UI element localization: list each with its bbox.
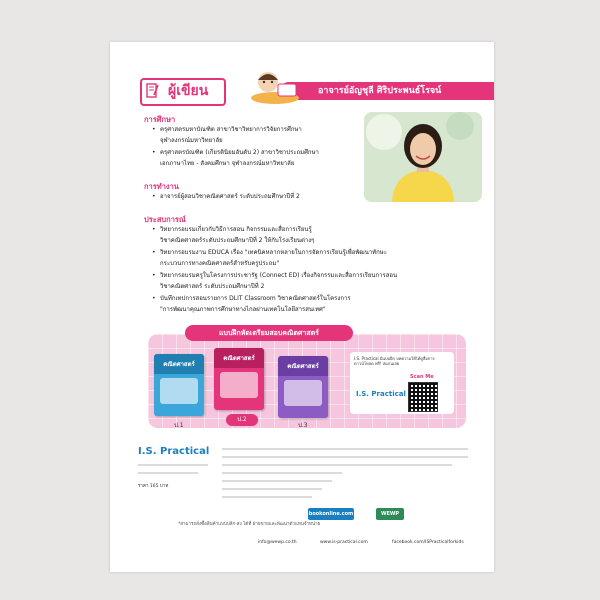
bookonline-badge[interactable]: bookonline.com <box>308 508 354 520</box>
book-cover-grade2 <box>214 348 264 410</box>
section-label-box <box>140 78 226 106</box>
wewp-badge[interactable]: WEWP <box>376 508 404 520</box>
work-heading: การทำงาน <box>144 182 179 191</box>
email-link[interactable]: info@wewp.co.th <box>258 540 297 545</box>
experience-item-4-line1: • บันทึกเทปการสอนรายการ DLIT Classroom วิชาคณิตศาสตร์ในโครงการ <box>160 294 351 305</box>
book-title: คณิตศาสตร์ <box>287 363 319 370</box>
cartoon-kid-illustration <box>248 66 302 106</box>
book-art <box>284 380 322 406</box>
footer-text-line <box>222 456 468 458</box>
footer-text-line <box>222 488 322 490</box>
education-item-1-line2: จุฬาลงกรณ์มหาวิทยาลัย <box>160 137 223 144</box>
book-pen-icon <box>146 83 160 99</box>
experience-item-1-line2: วิชาคณิตศาสตร์ระดับประถมศึกษาปีที่ 2 ให้กับโรงเรียนต่างๆ <box>160 237 315 244</box>
experience-item-3-line2: วิชาคณิตศาสตร์ ระดับประถมศึกษาปีที่ 2 <box>160 283 265 290</box>
book-back-cover <box>110 42 494 572</box>
publisher-logo: I.S. Practical <box>138 446 210 457</box>
education-item-2-line1: • ครุศาสตรบัณฑิต (เกียรตินิยมอันดับ 2) สาขาวิชาประถมศึกษา <box>160 148 319 159</box>
qr-cta: Scan Me <box>410 374 434 380</box>
experience-item-3-line1: • วิทยากรอบรมครูในโครงการประชารัฐ (Connect ED) เรื่องกิจกรรมและสื่อการเรียนการสอน <box>160 271 397 282</box>
experience-item-1-line1: • วิทยากรอบรมเกี่ยวกับวิธีการสอน กิจกรรมและสื่อการเรียนรู้ <box>160 225 312 236</box>
footer-text-line <box>138 464 208 466</box>
footer-text-line <box>222 496 312 498</box>
experience-item-2-line1: • วิทยากรอบรมงาน EDUCA เรื่อง "เทคนิคหลากหลายในการจัดการเรียนรู้เพื่อพัฒนาทักษะ <box>160 248 387 259</box>
book-art <box>220 372 258 398</box>
author-portrait-image <box>364 112 482 202</box>
qr-description: I.S. Practical มีแบบฝึก บทความให้ได้ดูสื่อการ ดาวน์โหลด ฟรี! สแกนเลย <box>354 356 435 366</box>
author-name-banner <box>280 82 494 100</box>
author-photo <box>364 112 482 202</box>
book-title: คณิตศาสตร์ <box>223 355 255 362</box>
footer-text-line <box>222 472 342 474</box>
qr-code[interactable] <box>408 382 438 412</box>
website-link[interactable]: www.is-practical.com <box>320 540 368 545</box>
footer-text-line <box>222 480 332 482</box>
work-item-1: • อาจารย์ผู้สอนวิชาคณิตศาสตร์ ระดับประถมศึกษาปีที่ 2 <box>160 192 300 203</box>
education-item-2-line2: เอกภาษาไทย - สังคมศึกษา จุฬาลงกรณ์มหาวิทยาลัย <box>160 160 295 167</box>
publisher-footer <box>138 442 468 552</box>
footer-text-line <box>222 464 452 466</box>
experience-item-4-line2: "การพัฒนาคุณภาพการศึกษาทางไกลผ่านเทคโนโลยีสารสนเทศ" <box>160 306 326 313</box>
book-art <box>160 378 198 404</box>
order-note: *สามารถสั่งซื้อสินค้าแบบปลีก-ส่ง ได้ที่ ฝ่ายขายและพัฒนาตัวแทนจำหน่าย <box>178 522 321 527</box>
footer-text-line <box>222 448 468 450</box>
experience-heading: ประสบการณ์ <box>144 215 186 224</box>
qr-brand-logo: I.S. Practical <box>356 390 406 398</box>
education-item-1-line1: • ครุศาสตรมหาบัณฑิต สาขาวิชาวิทยาการวิจัยการศึกษา <box>160 125 302 136</box>
experience-item-2-line2: กระบวนการทางคณิตศาสตร์สำหรับครูประถม" <box>160 260 280 267</box>
book-cover-grade1 <box>154 354 204 416</box>
facebook-link[interactable]: facebook.com/ISPracticalforkids <box>392 540 464 545</box>
books-panel-title: แบบฝึกหัดเตรียมสอบคณิตศาสตร์ <box>185 325 353 341</box>
author-name: อาจารย์อัญชุลี ศิริประพนธ์โรจน์ <box>318 86 442 96</box>
book-cover-grade3 <box>278 356 328 418</box>
section-label: ผู้เขียน <box>168 83 209 99</box>
price-label: ราคา 165 บาท <box>138 484 169 489</box>
grade-label-2-selected: ป.2 <box>226 414 258 426</box>
education-heading: การศึกษา <box>144 115 176 124</box>
grade-label-1: ป.1 <box>174 422 184 429</box>
book-title: คณิตศาสตร์ <box>163 361 195 368</box>
footer-text-line <box>138 472 198 474</box>
grade-label-3: ป.3 <box>298 422 308 429</box>
qr-card <box>350 352 454 414</box>
